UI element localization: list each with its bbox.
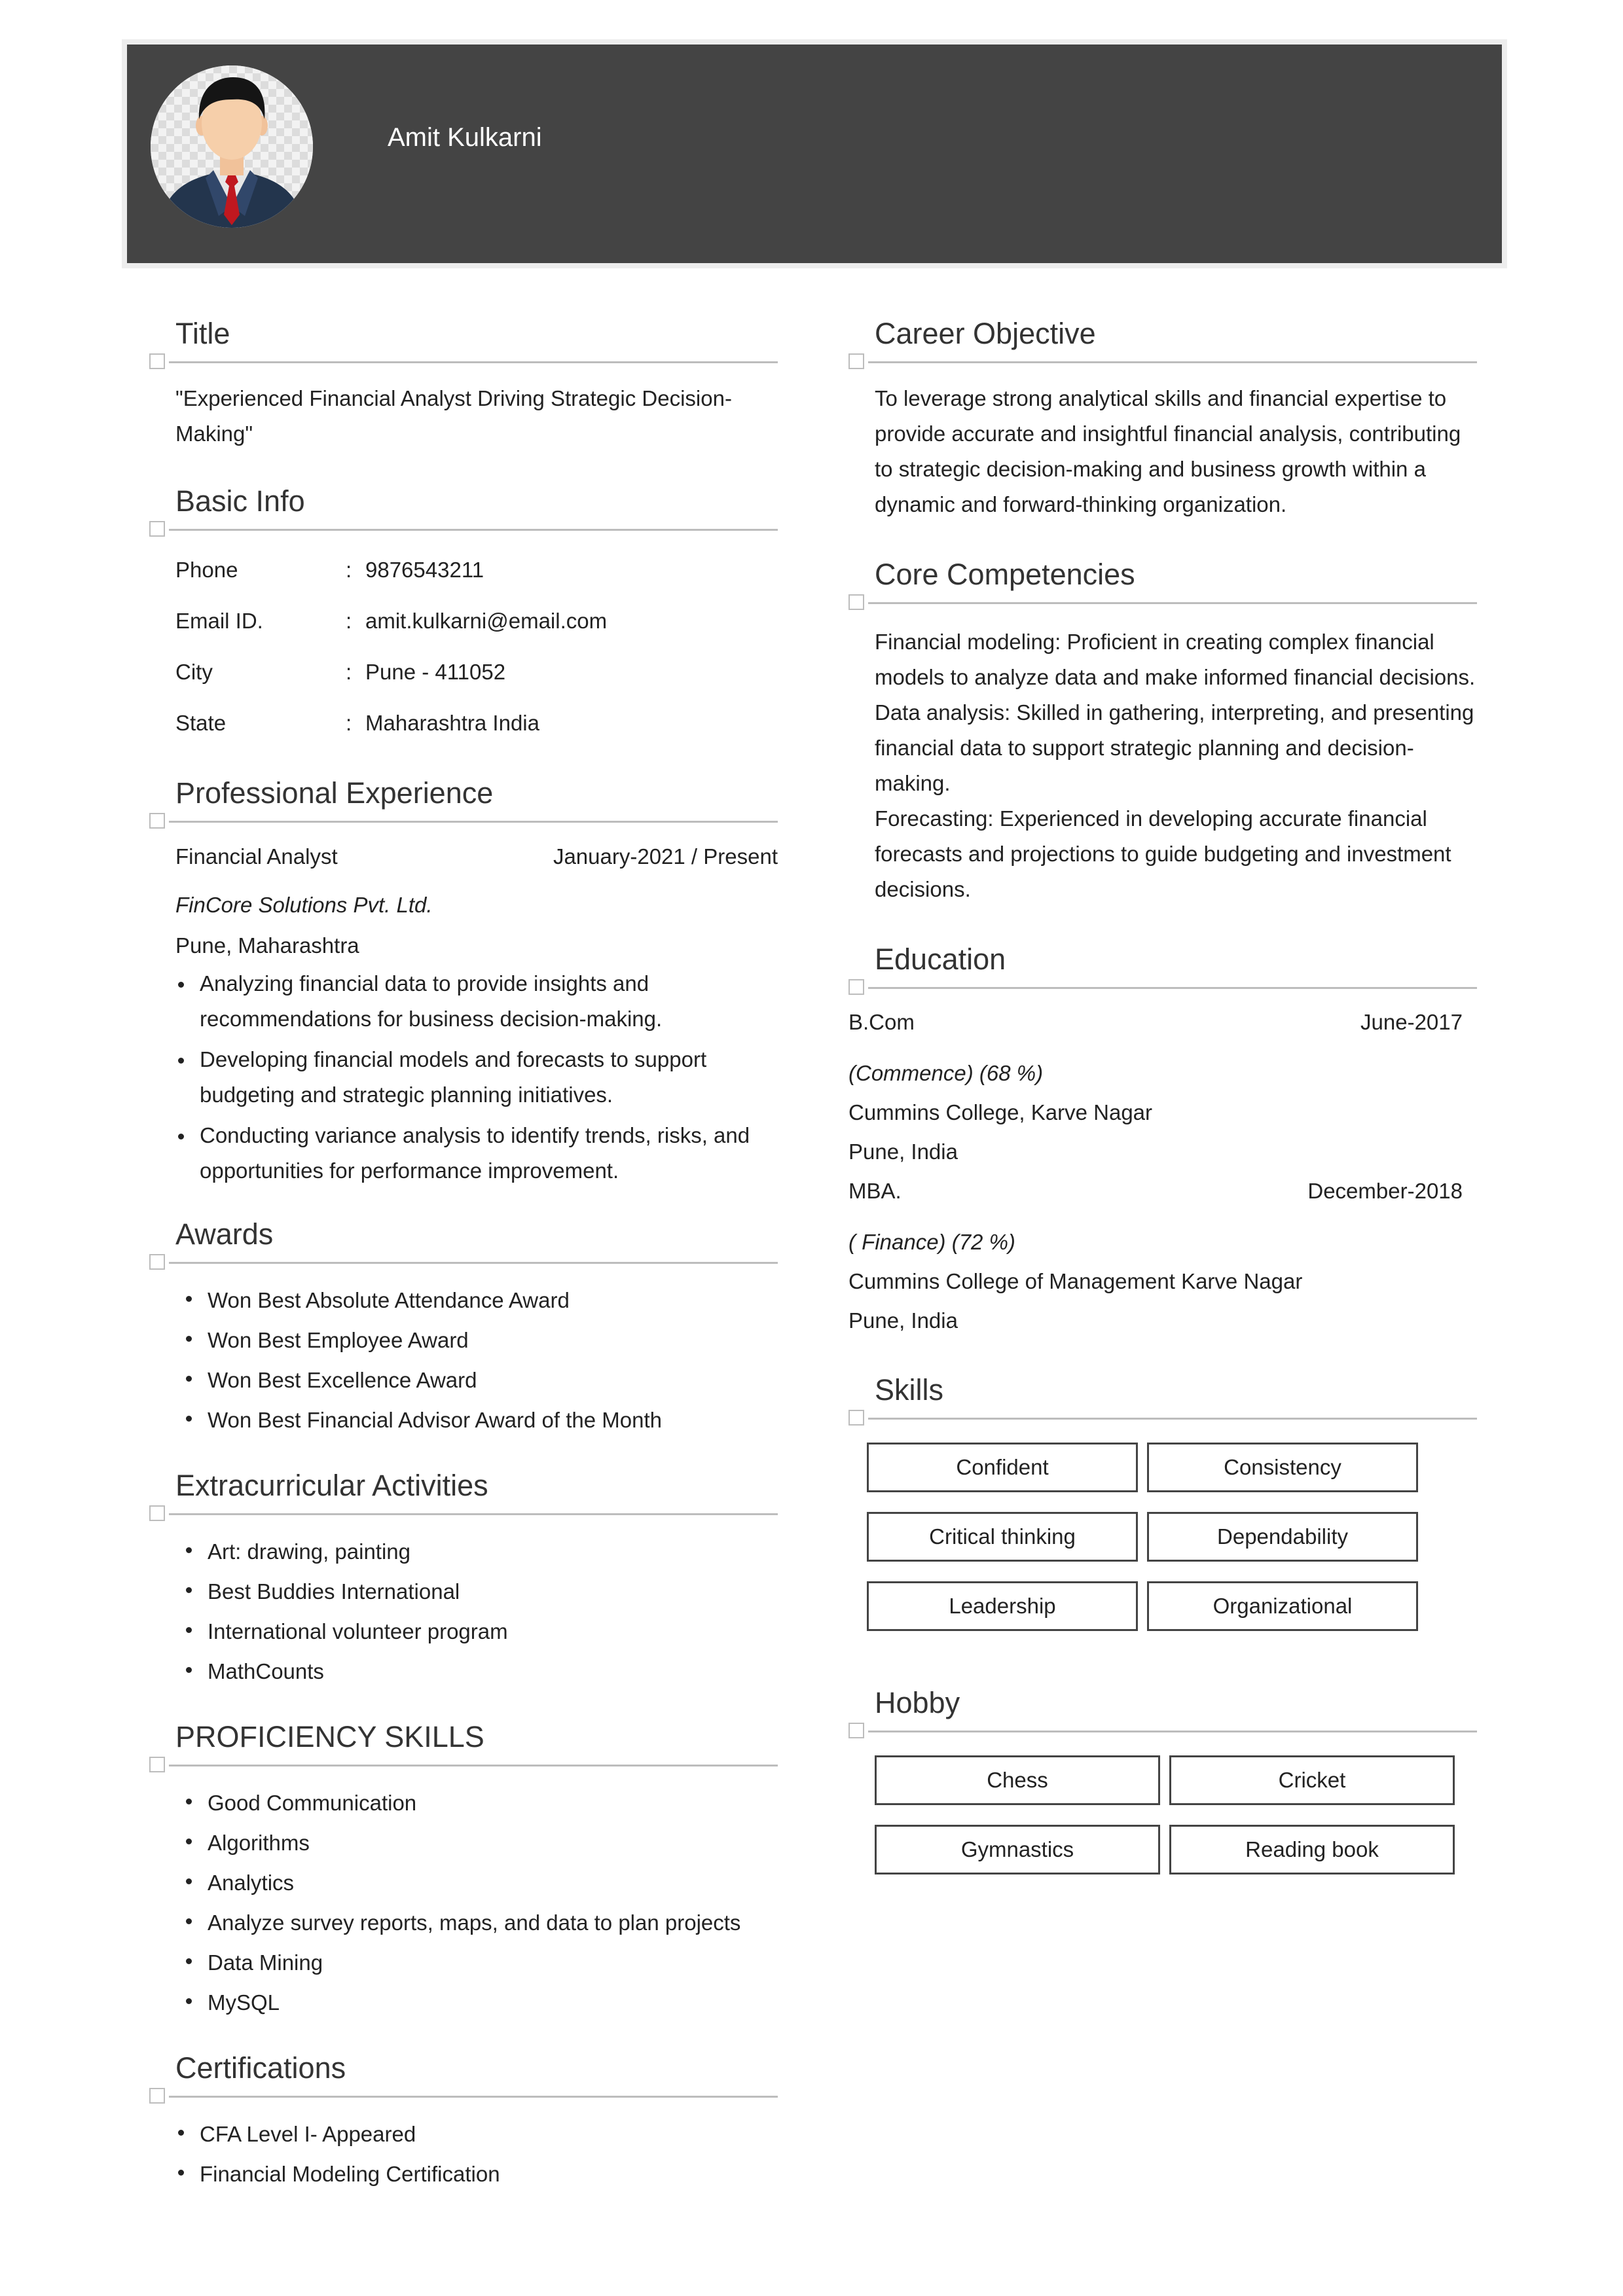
- school-location: Pune, India: [848, 1308, 958, 1333]
- list-item: Conducting variance analysis to identify trends, risks, and opportunities for performance improvement.: [175, 1118, 778, 1189]
- experience-section: [149, 767, 778, 1189]
- education-entry: [848, 1003, 1477, 1172]
- job-role: Financial Analyst: [175, 844, 338, 869]
- list-item: Won Best Employee Award: [183, 1320, 778, 1360]
- section-marker-icon: [848, 979, 864, 995]
- hobby-tag: Gymnastics: [875, 1825, 1160, 1874]
- right-column: [848, 308, 1477, 1874]
- certifications-list: [149, 2114, 778, 2194]
- list-item: Won Best Absolute Attendance Award: [183, 1280, 778, 1320]
- section-header: [149, 1208, 778, 1267]
- section-divider: [868, 602, 1477, 604]
- section-title: Certifications: [175, 2051, 346, 2085]
- school-name: Cummins College of Management Karve Nagar: [848, 1269, 1303, 1293]
- skill-tag: Confident: [867, 1443, 1138, 1492]
- skills-grid: [848, 1443, 1477, 1631]
- list-item: Financial Modeling Certification: [175, 2154, 778, 2194]
- info-colon: :: [346, 609, 352, 633]
- info-label: State: [175, 711, 227, 735]
- hobby-grid: [848, 1755, 1477, 1874]
- competency-item: Financial modeling: Proficient in creating complex financial models to analyze data and make informed financial decisions.: [875, 630, 1476, 689]
- skill-tag: Critical thinking: [867, 1512, 1138, 1562]
- company-location: Pune, Maharashtra: [175, 933, 359, 958]
- section-title: Education: [875, 942, 1006, 976]
- section-header: [149, 308, 778, 367]
- list-item: Won Best Excellence Award: [183, 1360, 778, 1400]
- section-divider: [868, 987, 1477, 989]
- experience-bullets: [175, 966, 778, 1189]
- skill-tag: Organizational: [1147, 1581, 1418, 1631]
- degree-date: June-2017: [1360, 1010, 1463, 1034]
- hobby-tag: Cricket: [1169, 1755, 1455, 1805]
- section-divider: [868, 361, 1477, 363]
- info-colon: :: [346, 660, 352, 684]
- section-header: [848, 548, 1477, 607]
- info-row-email: [175, 596, 778, 647]
- section-title: Basic Info: [175, 484, 305, 518]
- list-item: Data Mining: [183, 1943, 778, 1982]
- info-label: City: [175, 660, 213, 684]
- section-divider: [868, 1731, 1477, 1732]
- info-value: Pune - 411052: [365, 660, 506, 684]
- section-title: Career Objective: [875, 317, 1096, 350]
- info-value: Maharashtra India: [365, 711, 539, 735]
- degree-name: B.Com: [848, 1010, 915, 1034]
- degree-detail: (Commence) (68 %): [848, 1061, 1044, 1085]
- info-label: Phone: [175, 558, 238, 582]
- list-item: Algorithms: [183, 1823, 778, 1863]
- header-banner: [122, 39, 1507, 268]
- section-header: [149, 475, 778, 534]
- degree-name: MBA.: [848, 1179, 902, 1203]
- section-header: [848, 1364, 1477, 1423]
- section-header: [149, 1460, 778, 1518]
- section-marker-icon: [149, 813, 165, 829]
- hobby-tag: Chess: [875, 1755, 1160, 1805]
- list-item: CFA Level I- Appeared: [175, 2114, 778, 2154]
- career-objective-section: [848, 308, 1477, 522]
- list-item: Art: drawing, painting: [183, 1532, 778, 1571]
- skill-tag: Dependability: [1147, 1512, 1418, 1562]
- section-title: Skills: [875, 1373, 944, 1407]
- list-item: Won Best Financial Advisor Award of the Month: [183, 1400, 778, 1440]
- basic-info-section: [149, 475, 778, 749]
- info-row-state: [175, 698, 778, 749]
- section-marker-icon: [848, 1410, 864, 1426]
- section-header: [848, 308, 1477, 367]
- section-marker-icon: [149, 1254, 165, 1270]
- title-text: "Experienced Financial Analyst Driving Strategic Decision-Making": [175, 386, 732, 446]
- experience-entry: [149, 839, 778, 1189]
- extracurricular-section: [149, 1460, 778, 1691]
- section-title: Title: [175, 317, 230, 350]
- section-marker-icon: [149, 353, 165, 369]
- education-title-row: [848, 1003, 1477, 1042]
- hobby-tag: Reading book: [1169, 1825, 1455, 1874]
- certifications-section: [149, 2042, 778, 2194]
- left-column: [149, 308, 778, 2194]
- section-marker-icon: [848, 353, 864, 369]
- competency-item: Data analysis: Skilled in gathering, interpreting, and presenting financial data to support strategic planning and decision-making.: [875, 700, 1474, 795]
- list-item: Developing financial models and forecasts to support budgeting and strategic planning initiatives.: [175, 1042, 778, 1113]
- list-item: MathCounts: [183, 1651, 778, 1691]
- section-divider: [169, 1262, 778, 1264]
- section-header: [149, 1711, 778, 1770]
- info-row-city: [175, 647, 778, 698]
- section-title: PROFICIENCY SKILLS: [175, 1720, 484, 1753]
- competency-item: Forecasting: Experienced in developing accurate financial forecasts and projections to guide budgeting and investment decisions.: [875, 806, 1451, 901]
- section-divider: [169, 1765, 778, 1767]
- section-title: Awards: [175, 1217, 274, 1251]
- experience-title-row: [175, 839, 778, 874]
- section-divider: [169, 529, 778, 531]
- skill-tag: Leadership: [867, 1581, 1138, 1631]
- section-divider: [868, 1418, 1477, 1420]
- proficiency-list: [149, 1783, 778, 2022]
- info-colon: :: [346, 558, 352, 582]
- hobby-section: [848, 1677, 1477, 1874]
- education-title-row: [848, 1172, 1477, 1211]
- degree-detail: ( Finance) (72 %): [848, 1230, 1015, 1254]
- section-marker-icon: [848, 594, 864, 610]
- education-section: [848, 933, 1477, 1340]
- list-item: Analyze survey reports, maps, and data to plan projects: [183, 1903, 778, 1943]
- section-marker-icon: [149, 2088, 165, 2104]
- school-name: Cummins College, Karve Nagar: [848, 1100, 1153, 1124]
- list-item: MySQL: [183, 1982, 778, 2022]
- list-item: Analytics: [183, 1863, 778, 1903]
- section-marker-icon: [149, 1505, 165, 1521]
- section-divider: [169, 2096, 778, 2098]
- candidate-name: Amit Kulkarni: [388, 123, 542, 152]
- section-marker-icon: [848, 1723, 864, 1738]
- info-label: Email ID.: [175, 609, 263, 633]
- skill-tag: Consistency: [1147, 1443, 1418, 1492]
- section-divider: [169, 1513, 778, 1515]
- info-row-phone: [175, 545, 778, 596]
- school-location: Pune, India: [848, 1139, 958, 1164]
- section-title: Extracurricular Activities: [175, 1469, 488, 1502]
- section-divider: [169, 361, 778, 363]
- list-item: Best Buddies International: [183, 1571, 778, 1611]
- section-divider: [169, 821, 778, 823]
- list-item: Good Communication: [183, 1783, 778, 1823]
- list-item: Analyzing financial data to provide insights and recommendations for business decision-making.: [175, 966, 778, 1037]
- title-section: [149, 308, 778, 452]
- awards-list: [149, 1280, 778, 1440]
- info-value: 9876543211: [365, 558, 484, 582]
- section-title: Hobby: [875, 1686, 960, 1719]
- section-header: [149, 767, 778, 826]
- degree-date: December-2018: [1307, 1179, 1463, 1203]
- extracurricular-list: [149, 1532, 778, 1691]
- section-title: Core Competencies: [875, 558, 1135, 591]
- company-name: FinCore Solutions Pvt. Ltd.: [175, 893, 433, 917]
- skills-section: [848, 1364, 1477, 1631]
- avatar-icon: [151, 65, 313, 228]
- info-value: amit.kulkarni@email.com: [365, 609, 608, 633]
- section-header: [848, 933, 1477, 992]
- header-bar: [127, 45, 1502, 263]
- section-title: Professional Experience: [175, 776, 494, 810]
- job-dates: January-2021 / Present: [553, 844, 778, 869]
- career-objective-text: To leverage strong analytical skills and financial expertise to provide accurate and insightful financial analysis, contributing to strategic decision-making and business growth within a dynamic and forward-thinking organization.: [875, 386, 1461, 516]
- info-colon: :: [346, 711, 352, 735]
- section-marker-icon: [149, 521, 165, 537]
- core-competencies-section: [848, 548, 1477, 907]
- section-marker-icon: [149, 1757, 165, 1772]
- basic-info-table: [149, 545, 778, 749]
- section-header: [149, 2042, 778, 2101]
- proficiency-section: [149, 1711, 778, 2022]
- education-entry: [848, 1172, 1477, 1340]
- section-header: [848, 1677, 1477, 1736]
- core-competencies-list: [848, 624, 1477, 907]
- list-item: International volunteer program: [183, 1611, 778, 1651]
- awards-section: [149, 1208, 778, 1440]
